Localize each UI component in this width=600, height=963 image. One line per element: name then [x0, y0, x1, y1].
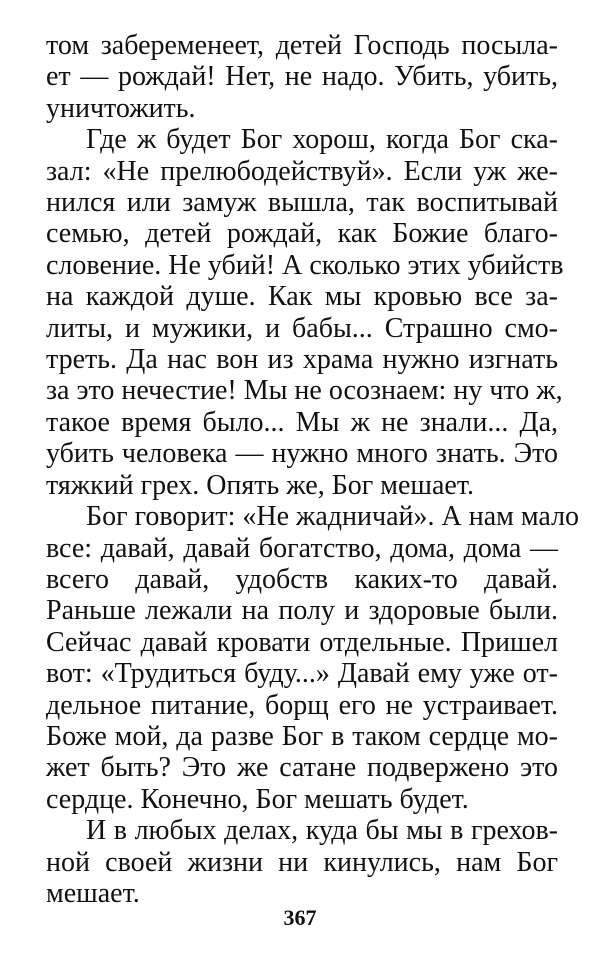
text-line: все: давай, давай богатство, дома, дома — [46, 532, 558, 564]
text-line: сердце. Конечно, Бог мешать будет. [46, 783, 469, 815]
paragraph-1 [46, 30, 558, 124]
text-line: словение. Не убий! А сколько этих убийств [46, 249, 564, 281]
text-line: на каждой душе. Как мы кровью все за- [46, 281, 558, 313]
text-line: ет — рождай! Нет, не надо. Убить, убить, [46, 61, 558, 93]
text-line: зал: «Не прелюбодействуй». Если уж же- [46, 155, 558, 187]
text-line: семью, детей рождай, как Божие благо- [46, 218, 558, 250]
text-line: треть. Да нас вон из храма нужно изгнать [46, 344, 558, 376]
paragraph-4 [46, 815, 558, 909]
text-line: том забеременеет, детей Господь посыла- [46, 30, 558, 61]
text-line: за это нечестие! Мы не осознаем: ну что ж, [46, 375, 563, 407]
text-line: ной своей жизни ни кинулись, нам Бог [46, 846, 558, 878]
paragraph-2 [46, 124, 564, 501]
text-line: мешает. [46, 877, 140, 909]
page-body [46, 30, 580, 909]
text-line: Где ж будет Бог хорош, когда Бог ска- [86, 124, 558, 156]
text-line: жет быть? Это же сатане подвержено это [46, 752, 558, 784]
page-number: 367 [283, 905, 317, 930]
text-line: литы, и мужики, и бабы... Страшно смо- [46, 312, 558, 344]
text-line: нился или замуж вышла, так воспитывай [46, 187, 558, 219]
text-line: убить человека — нужно много знать. Это [46, 438, 558, 470]
text-line: Боже мой, да разве Бог в таком сердце мо- [46, 720, 558, 752]
text-line: такое время было... Мы ж не знали... Да, [46, 406, 558, 438]
text-line: дельное питание, борщ его не устраивает. [46, 689, 558, 721]
text-line: Бог говорит: «Не жадничай». А нам мало [86, 501, 580, 533]
text-line: Сейчас давай кровати отдельные. Пришел [46, 626, 558, 658]
text-line: тяжкий грех. Опять же, Бог мешает. [46, 469, 474, 501]
text-line: уничтожить. [46, 92, 196, 124]
text-line: всего давай, удобств каких-то давай. [46, 563, 558, 595]
text-line: Раньше лежали на полу и здоровые были. [46, 595, 558, 627]
text-line: И в любых делах, куда бы мы в грехов- [86, 815, 558, 847]
paragraph-3 [46, 501, 580, 815]
text-line: вот: «Трудиться буду...» Давай ему уже от- [46, 658, 558, 690]
